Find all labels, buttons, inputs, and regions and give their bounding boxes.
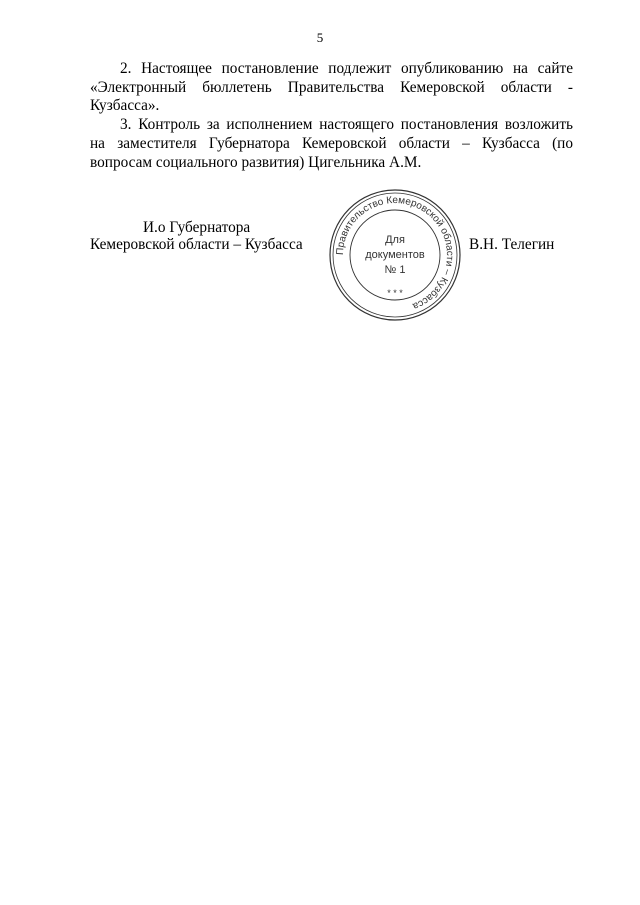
stamp-center-line2: документов xyxy=(365,249,425,261)
signatory-title-line1: И.о Губернатора xyxy=(143,219,251,236)
stamp-stars: * * * xyxy=(387,288,403,298)
paragraph-2: 2. Настоящее постановление подлежит опубликованию на сайте «Электронный бюллетень Правительства Кемеровской области - Кузбасса». xyxy=(90,60,573,115)
page-number: 5 xyxy=(316,30,324,45)
stamp-center-line3: № 1 xyxy=(384,264,406,276)
stamp-ring-text: Правительство Кемеровской области – Кузбасса xyxy=(334,194,456,312)
official-seal-stamp xyxy=(328,188,462,322)
paragraph-3: 3. Контроль за исполнением настоящего постановления возложить на заместителя Губернатора Кемеровской области – Кузбасса (по вопросам социального развития) Цигельника А.М. xyxy=(90,116,573,171)
stamp-center-line1: Для xyxy=(385,234,405,246)
document-body xyxy=(90,60,573,172)
signatory-name: В.Н. Телегин xyxy=(469,236,555,253)
signatory-title-line2: Кемеровской области – Кузбасса xyxy=(90,236,303,253)
